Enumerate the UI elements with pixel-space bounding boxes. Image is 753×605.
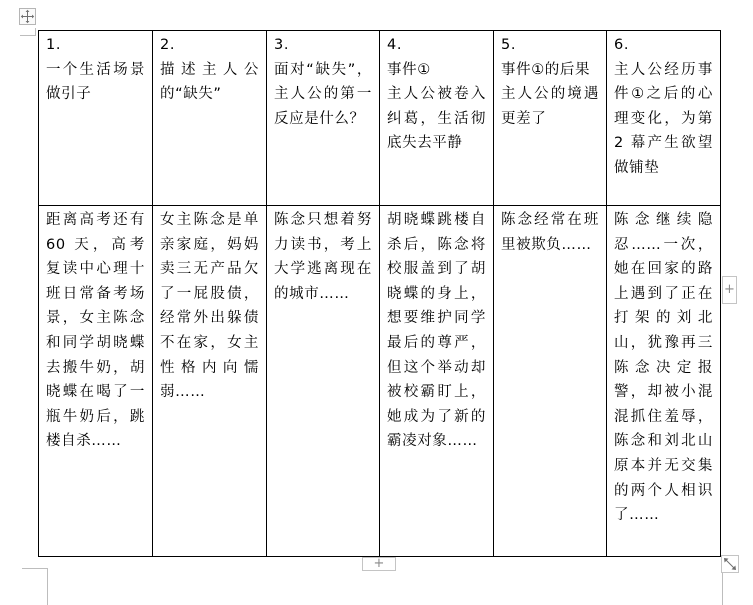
page-corner-mark (20, 28, 36, 36)
table-cell[interactable]: 陈念只想着努力读书，考上大学逃离现在的城市…… (267, 206, 380, 557)
header-cell[interactable] (153, 31, 267, 206)
table-cell[interactable]: 距离高考还有 60 天，高考复读中心理十班日常备考场景，女主陈念和同学胡晓蝶去搬牛奶，胡晓蝶在喝了一瓶牛奶后，跳楼自杀…… (39, 206, 153, 557)
header-number: 4. (387, 37, 403, 53)
header-number: 2. (160, 37, 176, 53)
header-number: 1. (46, 37, 62, 53)
header-text: 事件①的后果 主人公的境遇更差了 (501, 61, 599, 127)
story-structure-table (38, 30, 720, 557)
header-text: 面对“缺失”，主人公的第一反应是什么？ (274, 61, 372, 127)
add-column-button[interactable]: + (722, 276, 737, 304)
table-row (39, 206, 721, 557)
header-cell[interactable] (267, 31, 380, 206)
add-row-button[interactable]: + (362, 557, 396, 571)
header-text: 描述主人公的“缺失” (160, 61, 259, 103)
header-cell[interactable] (380, 31, 494, 206)
table-cell[interactable]: 陈念经常在班里被欺负…… (494, 206, 607, 557)
header-text: 主人公经历事件①之后的心理变化，为第 2 幕产生欲望做铺垫 (614, 61, 713, 176)
header-cell[interactable] (494, 31, 607, 206)
header-cell[interactable] (39, 31, 153, 206)
table-cell[interactable]: 女主陈念是单亲家庭，妈妈卖三无产品欠了一屁股债，经常外出躲债不在家，女主性格内向懦弱…… (153, 206, 267, 557)
story-table (38, 30, 721, 557)
table-cell[interactable]: 陈念继续隐忍……一次，她在回家的路上遇到了正在打架的刘北山，犹豫再三陈念决定报警，却被小混混抓住羞辱，陈念和刘北山原本并无交集的两个人相识了…… (607, 206, 721, 557)
table-cell[interactable]: 胡晓蝶跳楼自杀后，陈念将校服盖到了胡晓蝶的身上，想要维护同学最后的尊严，但这个举动却被校霸盯上，她成为了新的霸凌对象…… (380, 206, 494, 557)
header-text: 一个生活场景做引子 (46, 61, 145, 103)
header-number: 3. (274, 37, 290, 53)
page-corner-mark (722, 568, 734, 605)
header-text: 事件① 主人公被卷入纠葛，生活彻底失去平静 (387, 61, 486, 152)
header-number: 6. (614, 37, 630, 53)
header-number: 5. (501, 37, 517, 53)
table-resize-icon[interactable] (721, 555, 739, 573)
table-header-row (39, 31, 721, 206)
page-corner-mark (22, 568, 48, 605)
table-move-handle-icon[interactable] (19, 8, 36, 25)
header-cell[interactable] (607, 31, 721, 206)
